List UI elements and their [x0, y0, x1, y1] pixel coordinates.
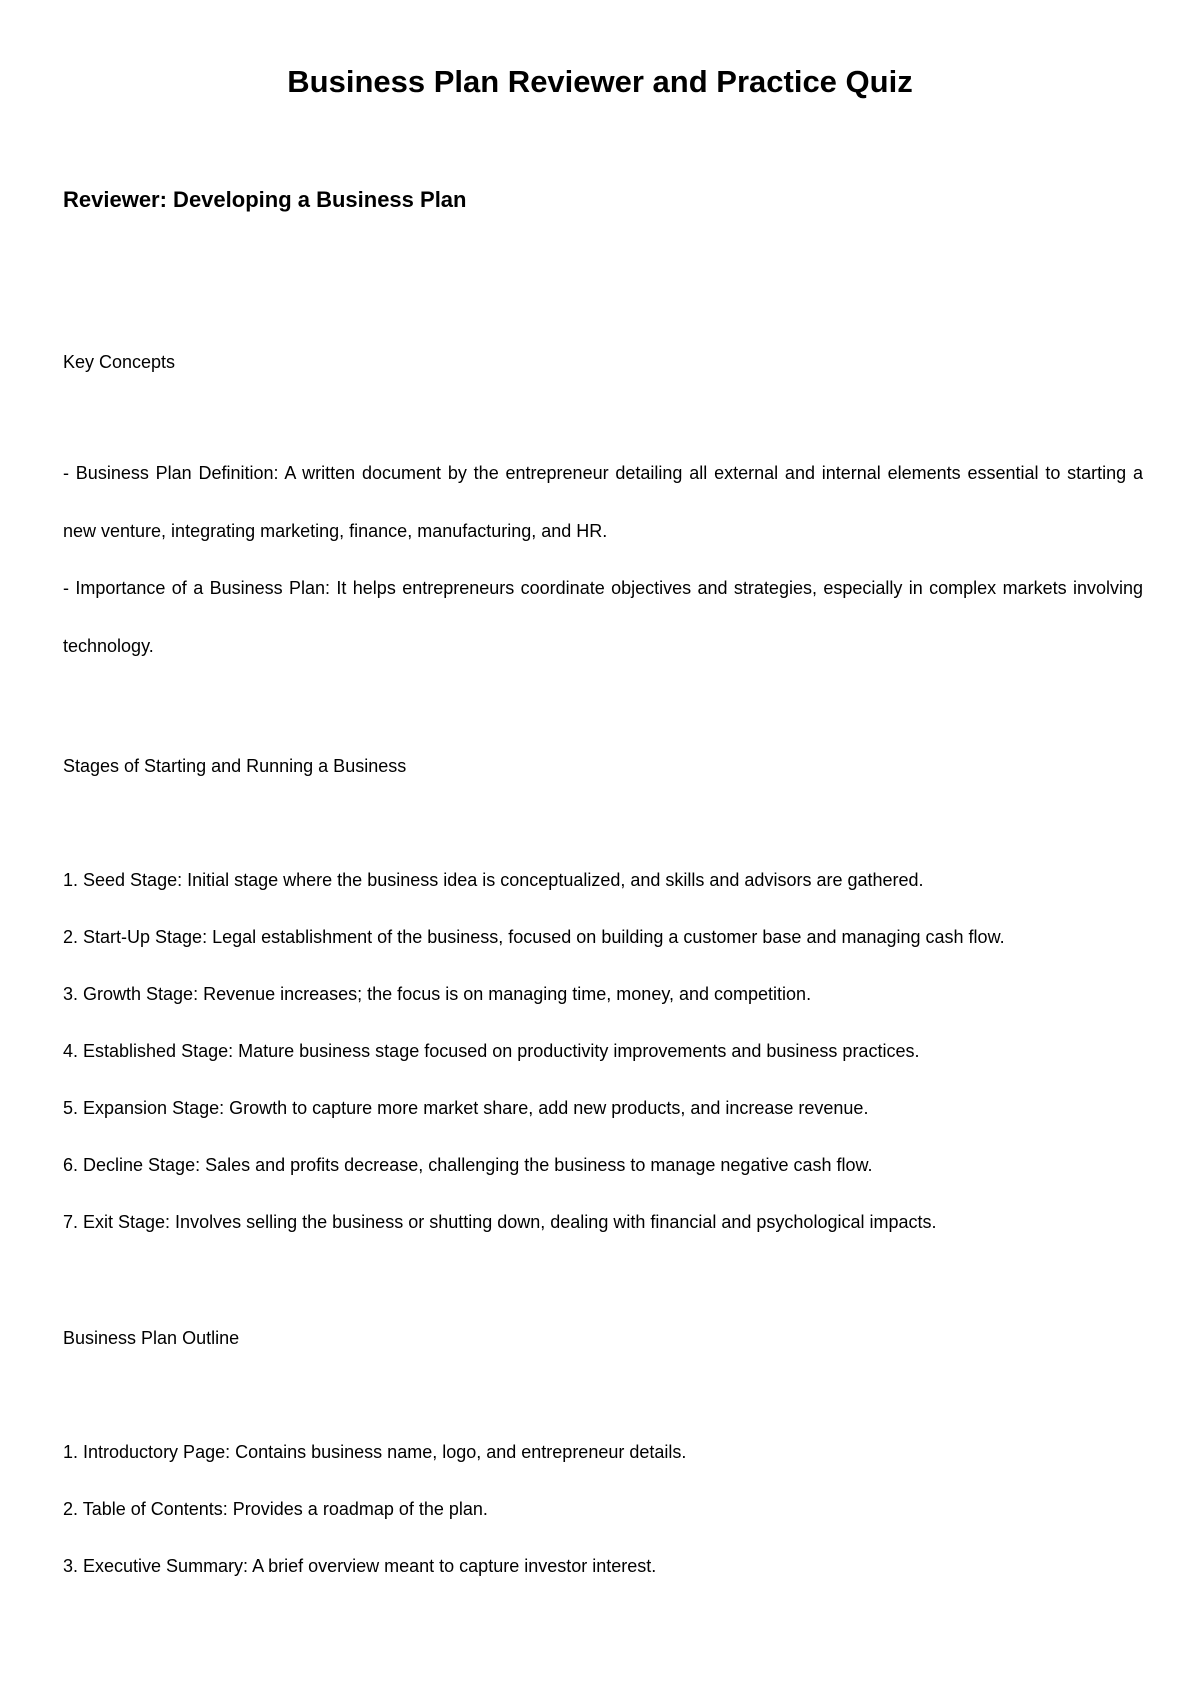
list-item: 3. Executive Summary: A brief overview meant to capture investor interest. — [63, 1556, 657, 1576]
outline-list — [63, 1424, 686, 1595]
outline-label: Business Plan Outline — [63, 1328, 240, 1348]
list-item: 3. Growth Stage: Revenue increases; the focus is on managing time, money, and competition. — [63, 984, 812, 1004]
list-item: 1. Introductory Page: Contains business name, logo, and entrepreneur details. — [63, 1442, 687, 1462]
stages-list — [63, 852, 1005, 1251]
list-item: 5. Expansion Stage: Growth to capture more market share, add new products, and increase revenue. — [63, 1098, 869, 1118]
key-concept-importance: - Importance of a Business Plan: It helps entrepreneurs coordinate objectives and strategies, especially in complex markets involving technology. — [63, 578, 1143, 656]
stages-label: Stages of Starting and Running a Business — [63, 756, 407, 776]
list-item: 4. Established Stage: Mature business stage focused on productivity improvements and business practices. — [63, 1041, 920, 1061]
list-item: 2. Table of Contents: Provides a roadmap of the plan. — [63, 1499, 488, 1519]
list-item: 2. Start-Up Stage: Legal establishment of the business, focused on building a customer base and managing cash flow. — [63, 927, 1005, 947]
list-item: 7. Exit Stage: Involves selling the business or shutting down, dealing with financial and psychological impacts. — [63, 1212, 937, 1232]
list-item: 1. Seed Stage: Initial stage where the business idea is conceptualized, and skills and advisors are gathered. — [63, 870, 924, 890]
key-concepts-label: Key Concepts — [63, 352, 176, 372]
document-title: Business Plan Reviewer and Practice Quiz — [287, 64, 913, 99]
reviewer-heading: Reviewer: Developing a Business Plan — [63, 187, 467, 212]
key-concept-definition: - Business Plan Definition: A written document by the entrepreneur detailing all external and internal elements essential to starting a new venture, integrating marketing, finance, manufacturing, and HR. — [63, 463, 1143, 541]
list-item: 6. Decline Stage: Sales and profits decrease, challenging the business to manage negative cash flow. — [63, 1155, 873, 1175]
